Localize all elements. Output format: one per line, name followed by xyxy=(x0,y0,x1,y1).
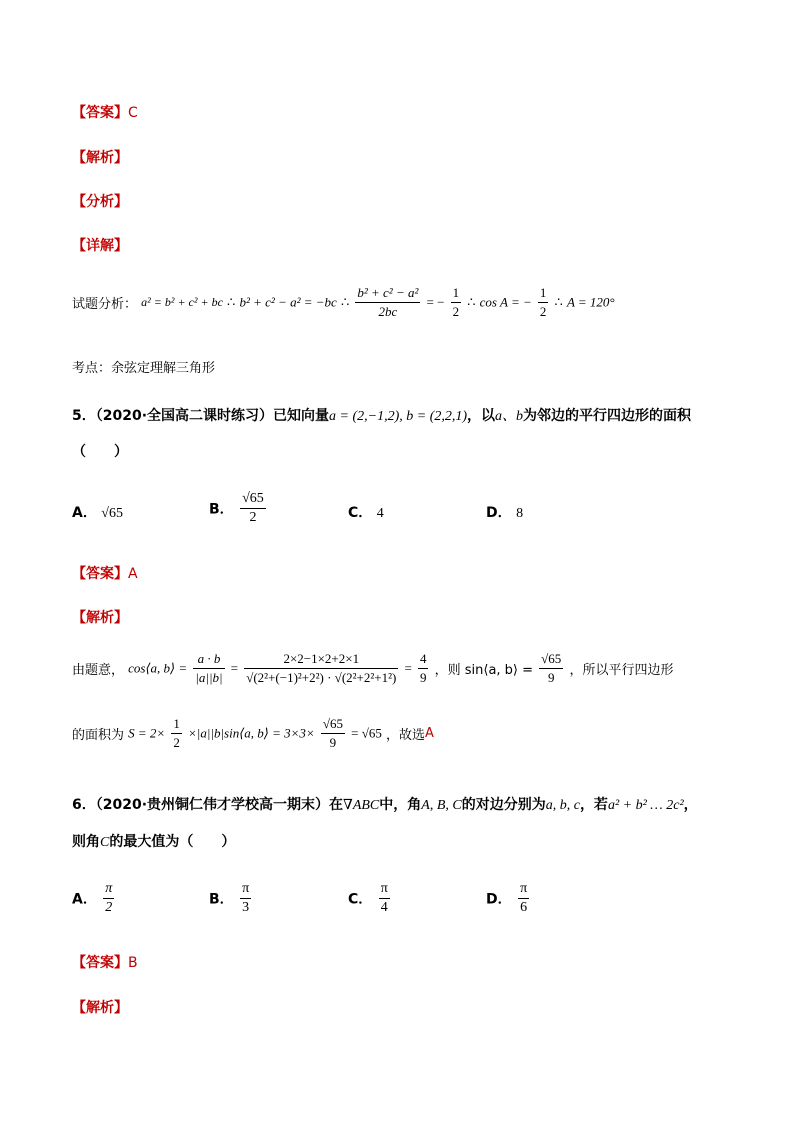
q5-conclusion-ans: A xyxy=(424,726,434,741)
q5-sin-frac xyxy=(539,650,563,687)
answer-label-2: 【答案】 xyxy=(72,566,128,582)
therefore-3: ∴ xyxy=(467,294,476,310)
q6-option-a-label: A． xyxy=(72,891,97,908)
q5-area-half-den: 2 xyxy=(173,735,180,750)
answer-line-1 xyxy=(72,102,138,122)
q5-solution-line-2 xyxy=(72,715,434,752)
q6-option-d-label: D． xyxy=(486,891,512,908)
q6-option-b-den: 3 xyxy=(242,900,250,915)
q5-option-a-label: A． xyxy=(72,505,97,521)
formula-b: b² + c² − a² = −bc xyxy=(239,294,337,310)
q5-option-d-value: 8 xyxy=(516,506,524,521)
answer-value-2: A xyxy=(128,566,138,582)
therefore-2: ∴ xyxy=(340,294,350,310)
q6-option-d-den: 6 xyxy=(520,900,528,915)
q5-area-c: = √65 xyxy=(351,725,382,741)
kaodian: 考点：余弦定理解三角形 xyxy=(72,361,216,376)
answer-value: C xyxy=(128,105,138,121)
q5-option-d-label: D． xyxy=(486,505,512,521)
q5-area-a: S = 2× xyxy=(128,725,166,741)
q5-option-b-num: √65 xyxy=(240,490,266,509)
q5-area-frac-num: √65 xyxy=(321,715,345,734)
cosine-fraction-den: 2bc xyxy=(378,304,398,319)
q5-frac-dot xyxy=(193,650,224,687)
q5-stem-a: 已知向量 xyxy=(273,408,330,424)
q5-vectors: a = (2,−1,2), b = (2,2,1) xyxy=(329,409,468,424)
q6-stem-c: 的对边分别为 xyxy=(461,797,546,813)
q5-area-frac-den: 9 xyxy=(329,735,337,750)
q6-option-a[interactable] xyxy=(72,880,116,917)
q5-frac-result xyxy=(418,650,429,687)
q5-frac-dot-den: |a||b| xyxy=(195,670,223,685)
q5-sin-num: √65 xyxy=(539,650,563,669)
half-fraction-2 xyxy=(538,284,549,321)
q5-sin-den: 9 xyxy=(547,670,555,685)
q6-line2-b: 的最大值为（ ） xyxy=(109,834,236,850)
q6-option-a-den: 2 xyxy=(105,900,113,915)
therefore-4: ∴ xyxy=(554,294,563,310)
q5-sol-tail: ，所以平行四边形 xyxy=(569,663,674,678)
answer-line-2 xyxy=(72,563,138,583)
q6-line2-c: C xyxy=(100,835,110,850)
cosine-fraction xyxy=(355,284,420,321)
fenxi-label: 【分析】 xyxy=(72,194,128,210)
q6-option-b-frac xyxy=(240,880,251,917)
q6-sides: a, b, c xyxy=(545,798,580,813)
q5-cos-lhs: cos⟨a, b⟩ = xyxy=(128,660,188,676)
q5-option-d[interactable] xyxy=(486,502,523,522)
q6-inequality: a² + b² … 2c² xyxy=(607,798,684,813)
q6-option-a-num: π xyxy=(103,880,114,899)
q5-area-half xyxy=(171,715,182,752)
answer-label-3: 【答案】 xyxy=(72,955,128,971)
formula-a: a² = b² + c² + bc xyxy=(141,295,223,309)
q6-source: （2020·贵州铜仁伟才学校高一期末） xyxy=(95,797,330,813)
q5-option-a[interactable] xyxy=(72,502,123,522)
half-fraction-1 xyxy=(451,284,462,321)
q5-vec-ab: a、b xyxy=(495,409,524,424)
q6-option-b-num: π xyxy=(240,880,251,899)
q5-option-a-value: √65 xyxy=(101,506,123,521)
q5-stem-c: 为邻边的平行四边形的面积 xyxy=(523,408,692,424)
q6-option-d-frac xyxy=(518,880,529,917)
q6-line-2 xyxy=(72,831,235,851)
q6-triangle: ∇ABC xyxy=(343,798,380,813)
answer-label: 【答案】 xyxy=(72,105,128,121)
q5-conclusion: ，故选 xyxy=(385,728,425,743)
half-den-1: 2 xyxy=(452,304,460,319)
q5-frac-dot-num: a · b xyxy=(193,650,224,669)
solution-formula-1 xyxy=(72,284,615,321)
question-5-stem xyxy=(72,405,691,425)
q5-sol-prefix: 由题意， xyxy=(72,663,125,678)
q5-option-c[interactable] xyxy=(348,502,384,522)
q5-solution-line-1: 由题意， cos⟨a, b⟩ = $\frac{a \cdot b}{|a||b|}$ = $\frac{2\times 2-1\times 2+2\times 1}{\text{√(2²+(−1)²+2²) · √(2²+2²+1²)}}$ = $\frac{4}{9}$ ，则 sin⟨a, b⟩ = $\frac{√65}{9}$ ，所以平行四边形 xyxy=(72,651,674,685)
q6-stem-e: ， xyxy=(683,797,698,813)
half-den-2: 2 xyxy=(539,304,547,319)
q5-area-frac xyxy=(321,715,345,752)
q5-option-b-frac xyxy=(240,490,266,527)
analysis-label-1: 【解析】 xyxy=(72,150,128,166)
q6-option-b[interactable] xyxy=(209,880,253,917)
half-num-2: 1 xyxy=(538,284,549,303)
therefore-1: ∴ xyxy=(227,294,236,310)
q5-paren: （ ） xyxy=(72,444,128,460)
q6-option-d[interactable] xyxy=(486,880,531,917)
a-equals: A = 120° xyxy=(566,294,615,310)
q6-option-c[interactable] xyxy=(348,880,392,917)
cosine-fraction-num: b² + c² − a² xyxy=(355,284,420,303)
half-num-1: 1 xyxy=(451,284,462,303)
q6-stem-d: ，若 xyxy=(579,797,608,813)
analysis-label-2: 【解析】 xyxy=(72,610,128,626)
q6-option-c-frac xyxy=(379,880,390,917)
q5-frac-values-den: √(2²+(−1)²+2²) · √(2²+2²+1²) xyxy=(246,670,397,685)
q5-number: 5． xyxy=(72,408,96,424)
q6-stem-a: 在 xyxy=(329,797,344,813)
q6-option-a-frac xyxy=(103,880,114,917)
q5-stem-b: ，以 xyxy=(467,408,496,424)
q5-option-c-value: 4 xyxy=(376,506,384,521)
solution-prefix: 试题分析： xyxy=(72,297,138,312)
q6-option-d-num: π xyxy=(518,880,529,899)
q5-sol2-prefix: 的面积为 xyxy=(72,728,125,743)
q5-area-half-num: 1 xyxy=(171,715,182,734)
q6-option-b-label: B． xyxy=(209,891,234,908)
q5-frac-result-den: 9 xyxy=(419,670,427,685)
answer-value-3: B xyxy=(128,955,138,971)
q6-line2-a: 则角 xyxy=(72,834,100,850)
q5-frac-values xyxy=(244,650,398,687)
q5-frac-result-num: 4 xyxy=(418,650,429,669)
q5-source: （2020·全国高二课时练习） xyxy=(95,408,274,424)
q6-option-c-den: 4 xyxy=(380,900,388,915)
q5-option-b-label: B． xyxy=(209,501,234,518)
xiangjie-label: 【详解】 xyxy=(72,238,128,254)
cos-a: cos A = − xyxy=(479,294,532,310)
q6-option-c-num: π xyxy=(379,880,390,899)
q6-option-c-label: C． xyxy=(348,891,373,908)
answer-line-3 xyxy=(72,952,138,972)
q5-sin-text: ，则 sin⟨a, b⟩ = xyxy=(434,663,534,678)
question-6-stem xyxy=(72,794,698,814)
q5-option-c-label: C． xyxy=(348,505,373,521)
q5-option-b[interactable] xyxy=(209,490,268,527)
q5-frac-values-num: 2×2−1×2+2×1 xyxy=(244,650,398,669)
analysis-label-3: 【解析】 xyxy=(72,1000,128,1016)
q5-area-b: ×|a||b|sin⟨a, b⟩ = 3×3× xyxy=(187,725,315,741)
q6-stem-b: 中，角 xyxy=(379,797,422,813)
q5-option-b-den: 2 xyxy=(249,510,257,525)
q6-number: 6． xyxy=(72,797,96,813)
eq-neg: = − xyxy=(426,294,445,310)
q6-angles: A, B, C xyxy=(421,798,462,813)
